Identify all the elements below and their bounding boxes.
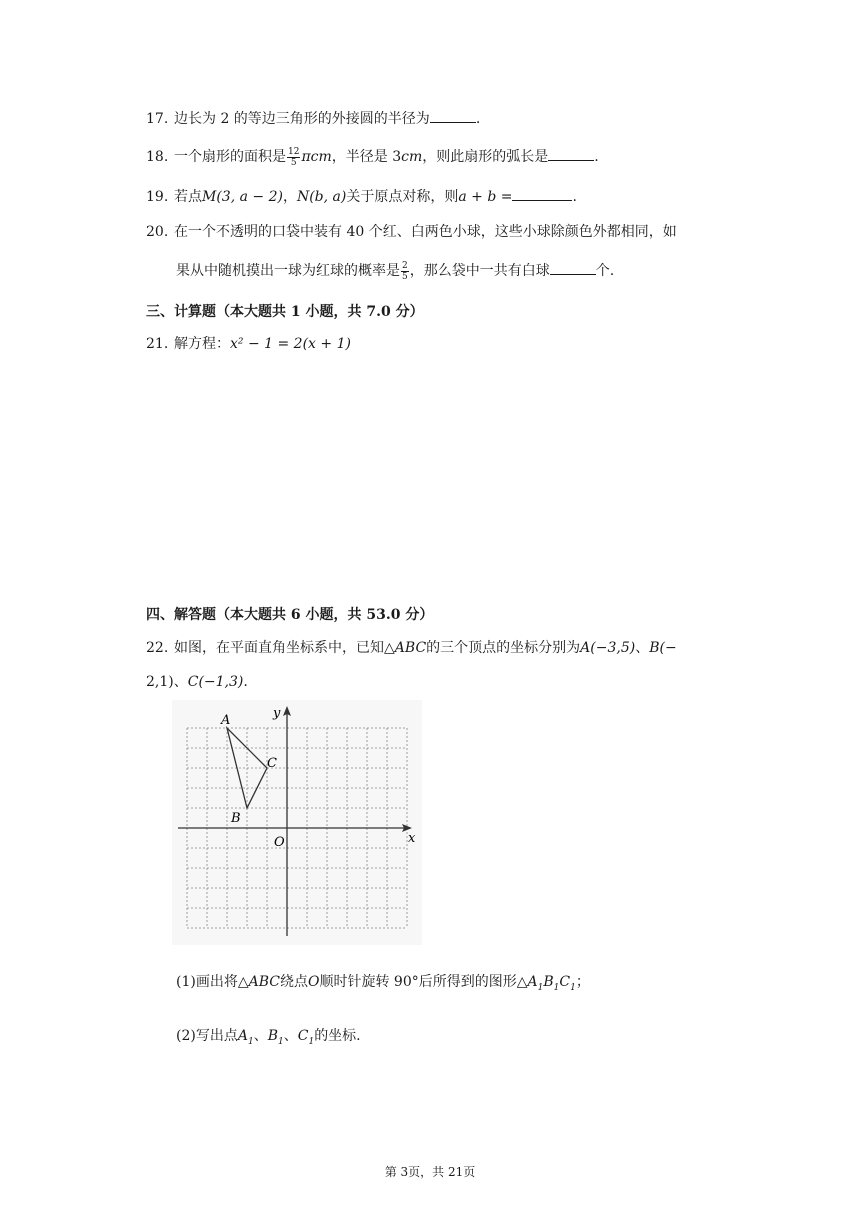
fraction bbox=[287, 147, 300, 168]
question-text: 解方程： bbox=[174, 336, 230, 352]
question-22 bbox=[146, 638, 677, 658]
question-number: 18. bbox=[146, 149, 169, 165]
fraction-denominator: 5 bbox=[402, 271, 408, 282]
separator: 、 bbox=[253, 1028, 268, 1044]
equation: x² − 1 = 2(x + 1) bbox=[230, 336, 351, 352]
separator: 、 bbox=[173, 674, 188, 690]
fraction-numerator: 2 bbox=[402, 260, 408, 271]
point-b1: $B_1$ bbox=[267, 1028, 284, 1047]
question-number: 17. bbox=[146, 111, 169, 127]
comma: ， bbox=[282, 189, 297, 205]
period: . bbox=[243, 674, 248, 690]
separator: 、 bbox=[283, 1028, 298, 1044]
question-20-line2 bbox=[176, 260, 614, 282]
point-a1: $A_1$ bbox=[237, 1028, 254, 1047]
label-b: B bbox=[231, 811, 241, 826]
question-text: ，半径是 3 bbox=[331, 149, 402, 165]
triangle-a1b1c1: $A_1B_1C_1$ bbox=[527, 974, 576, 993]
question-text: 绕点 bbox=[279, 974, 308, 990]
label-y: y bbox=[273, 706, 281, 721]
question-22-part2 bbox=[176, 1026, 361, 1052]
fraction bbox=[401, 261, 409, 282]
question-number: 21. bbox=[146, 336, 169, 352]
fraction-numerator: 12 bbox=[288, 146, 300, 157]
question-text: (2)写出点 bbox=[176, 1028, 238, 1044]
question-text: 的三个顶点的坐标分别为 bbox=[426, 640, 581, 656]
question-number: 20. bbox=[146, 224, 169, 240]
question-text: 顺时针旋转 90°后所得到的图形△ bbox=[319, 974, 528, 990]
question-17 bbox=[146, 108, 480, 129]
question-text: 的坐标. bbox=[314, 1028, 361, 1044]
label-origin: O bbox=[274, 835, 285, 850]
question-text: ，那么袋中一共有白球 bbox=[409, 263, 550, 279]
answer-blank bbox=[430, 108, 476, 123]
triangle-name: ABC bbox=[248, 974, 280, 990]
question-22-part1 bbox=[176, 972, 590, 998]
point-n: N(b, a) bbox=[296, 189, 347, 205]
question-number: 22. bbox=[146, 640, 169, 656]
point-b-coord-cont: 2,1) bbox=[146, 674, 174, 690]
point-b-coord: B(− bbox=[649, 640, 677, 656]
question-text: 在一个不透明的口袋中装有 40 个红、白两色小球，这些小球除颜色外都相同，如 bbox=[174, 224, 677, 240]
separator: 、 bbox=[635, 640, 650, 656]
question-20 bbox=[146, 222, 677, 242]
period: . bbox=[594, 149, 599, 165]
question-text: 果从中随机摸出一球为红球的概率是 bbox=[176, 263, 400, 279]
page-footer: 第 3页，共 21页 bbox=[384, 1165, 476, 1179]
point-o: O bbox=[307, 974, 320, 990]
fraction-denominator: 5 bbox=[290, 157, 297, 168]
unit: cm bbox=[401, 149, 423, 165]
question-text: 关于原点对称，则 bbox=[346, 189, 459, 205]
question-22-line2 bbox=[146, 672, 248, 692]
question-number: 19. bbox=[146, 189, 169, 205]
point-c1: $C_1$ bbox=[297, 1028, 315, 1047]
question-text: 边长为 2 的等边三角形的外接圆的半径为 bbox=[174, 111, 430, 127]
answer-blank bbox=[550, 260, 596, 275]
point-c-coord: C(−1,3) bbox=[187, 674, 244, 690]
question-19 bbox=[146, 186, 577, 207]
answer-blank bbox=[512, 186, 572, 201]
label-c: C bbox=[267, 756, 277, 771]
answer-blank bbox=[548, 146, 594, 161]
point-m: M(3, a − 2) bbox=[202, 189, 283, 205]
question-text: 若点 bbox=[174, 189, 202, 205]
period: . bbox=[572, 189, 577, 205]
section-heading: 四、解答题（本大题共 6 小题，共 53.0 分） bbox=[146, 607, 434, 623]
label-a: A bbox=[221, 713, 231, 728]
label-x: x bbox=[408, 831, 416, 846]
triangle-name: ABC bbox=[394, 640, 427, 656]
question-18 bbox=[146, 146, 599, 168]
section-heading: 三、计算题（本大题共 1 小题，共 7.0 分） bbox=[146, 304, 424, 320]
point-a-coord: A(−3,5) bbox=[580, 640, 636, 656]
math-expression: πcm bbox=[301, 149, 332, 165]
question-text: 个. bbox=[595, 263, 615, 279]
coordinate-figure bbox=[172, 700, 422, 945]
question-text: 如图，在平面直角坐标系中，已知△ bbox=[174, 640, 395, 656]
question-text: (1)画出将△ bbox=[176, 974, 249, 990]
period: . bbox=[475, 111, 481, 127]
question-text: 一个扇形的面积是 bbox=[174, 149, 286, 165]
question-21 bbox=[146, 334, 351, 354]
math-expression: a + b = bbox=[458, 189, 513, 205]
question-text: ； bbox=[575, 974, 590, 990]
question-text: ，则此扇形的弧长是 bbox=[422, 149, 549, 165]
